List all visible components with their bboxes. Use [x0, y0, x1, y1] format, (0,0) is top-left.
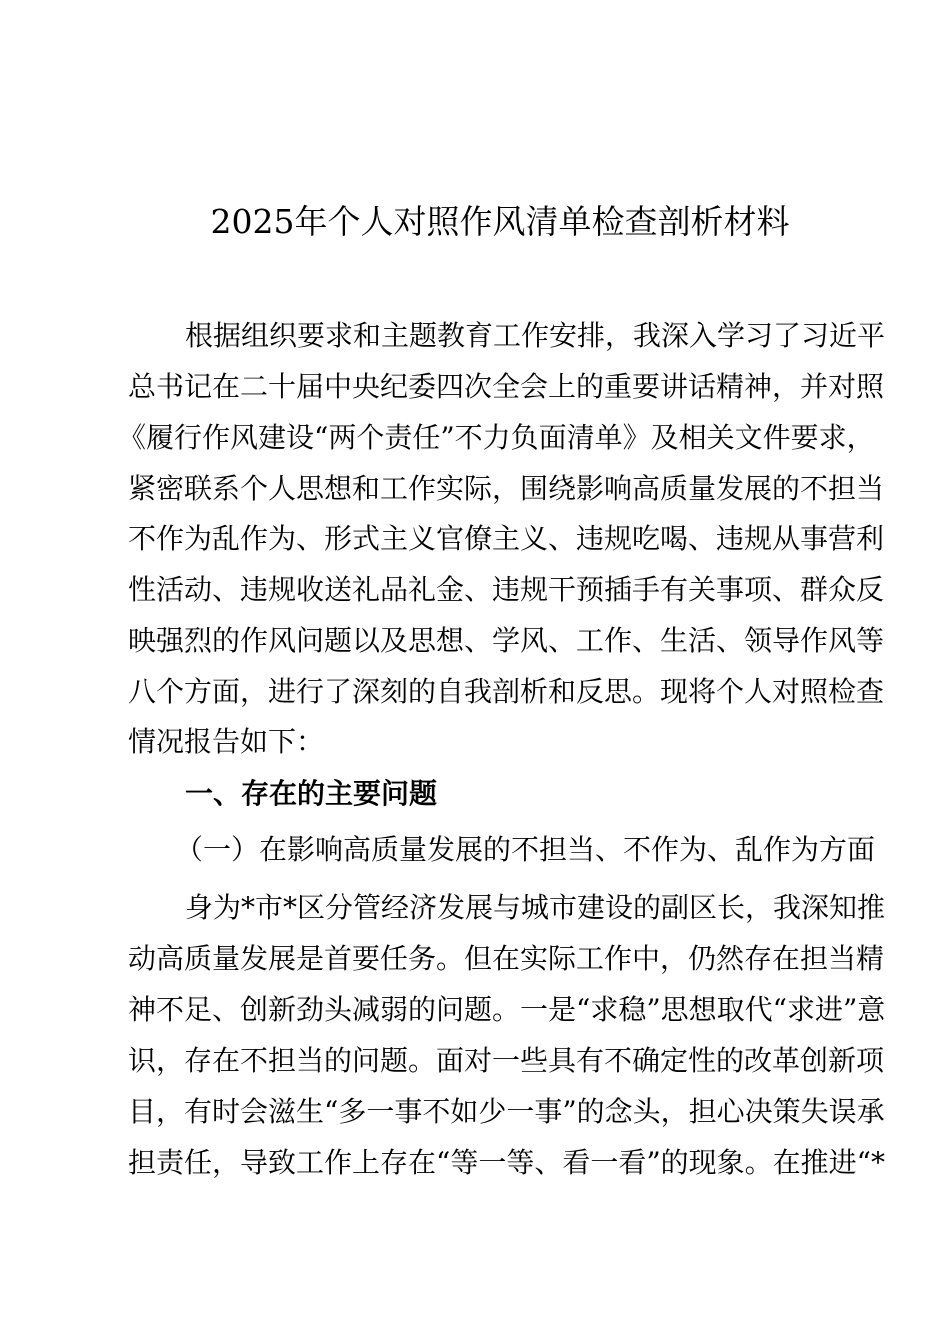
intro-line: 性活动、违规收送礼品礼金、违规干预插手有关事项、群众反 — [128, 573, 885, 606]
body-line: 神不足、创新劲头减弱的问题。一是“求稳”思想取代“求进”意 — [128, 993, 886, 1026]
intro-line: 不作为乱作为、形式主义官僚主义、违规吃喝、违规从事营利 — [128, 522, 885, 555]
body-line: 动高质量发展是首要任务。但在实际工作中，仍然存在担当精 — [128, 942, 885, 975]
body-line: 识，存在不担当的问题。面对一些具有不确定性的改革创新项 — [128, 1044, 885, 1077]
intro-line: 《履行作风建设“两个责任”不力负面清单》及相关文件要求， — [118, 421, 875, 454]
intro-line: 紧密联系个人思想和工作实际，围绕影响高质量发展的不担当 — [128, 472, 885, 505]
intro-line: 映强烈的作风问题以及思想、学风、工作、生活、领导作风等 — [128, 624, 885, 657]
intro-line: 情况报告如下： — [128, 725, 325, 758]
intro-line: 八个方面，进行了深刻的自我剖析和反思。现将个人对照检查 — [128, 675, 885, 708]
intro-line: 根据组织要求和主题教育工作安排，我深入学习了习近平 — [185, 319, 886, 352]
document-title: 2025年个人对照作风清单检查剖析材料 — [210, 202, 790, 241]
section-heading: 一、存在的主要问题 — [185, 777, 438, 810]
body-line: 担责任，导致工作上存在“等一等、看一看”的现象。在推进“* — [128, 1146, 885, 1179]
body-line: 身为*市*区分管经济发展与城市建设的副区长，我深知推 — [185, 891, 886, 924]
body-line: 目，有时会滋生“多一事不如少一事”的念头，担心决策失误承 — [128, 1095, 885, 1128]
intro-line: 总书记在二十届中央纪委四次全会上的重要讲话精神，并对照 — [128, 370, 885, 403]
subsection-heading: （一）在影响高质量发展的不担当、不作为、乱作为方面 — [175, 833, 876, 866]
